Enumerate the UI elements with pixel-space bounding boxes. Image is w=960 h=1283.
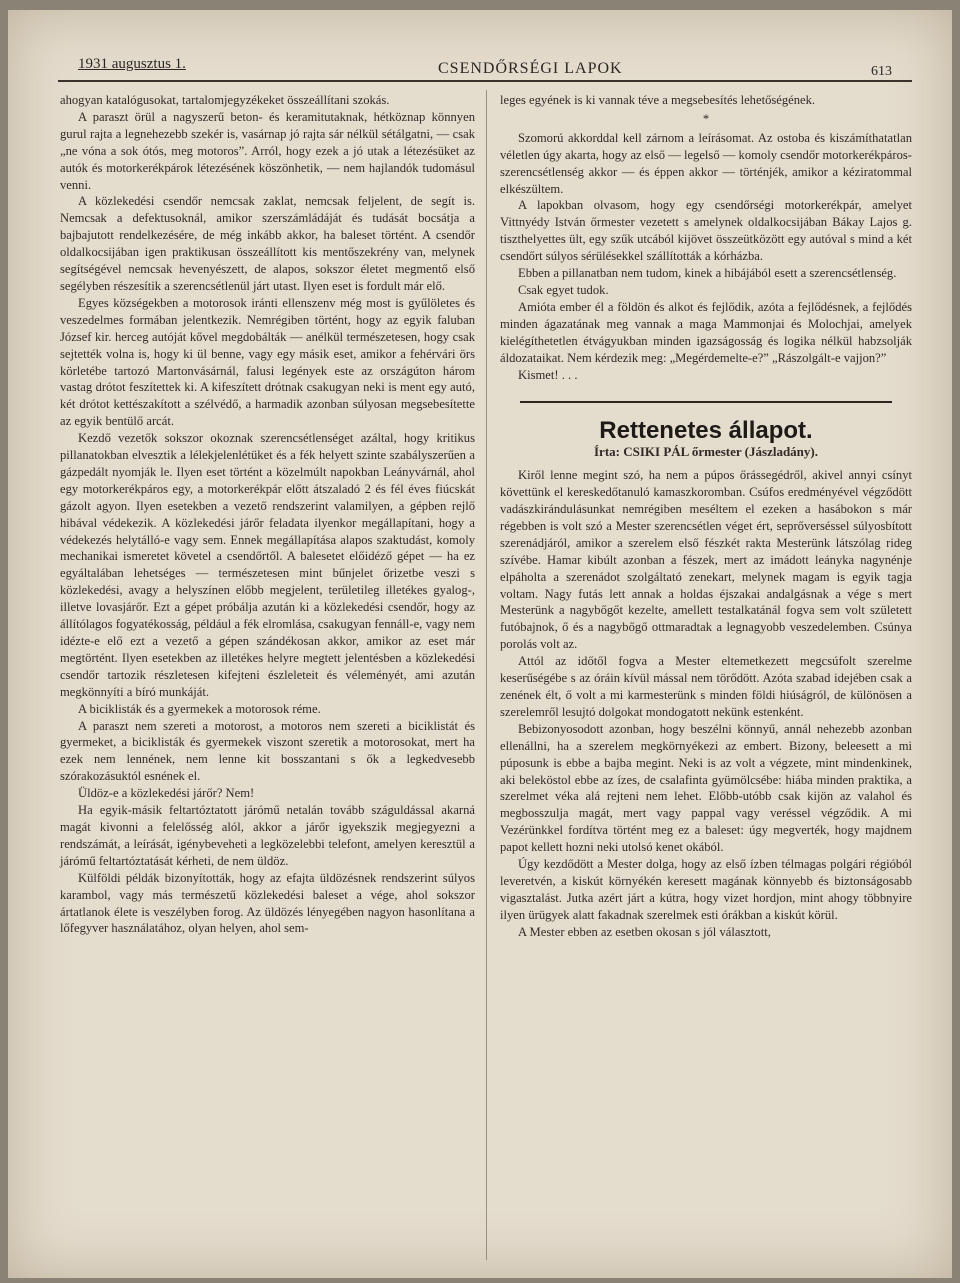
paragraph: A paraszt nem szereti a motorost, a motoros nem szereti a biciklistát és gyermeket, a biciklisták és gyermekek viszont szeretik a motorosokat, mert ha ezek nem lennének, nem lenne kit bosszantani s ők a legkedvesebb szórakozásuktól esnének el. [60,718,475,784]
paragraph: Egyes községekben a motorosok iránti ellenszenv még most is gyűlöletes és veszedelmes formában jelentkezik. Nemrégiben történt, hogy az egyik faluban József kir. herceg autóját kővel megdobálták — anélkül természetesen, hogy csak sejtették volna is, hogy ki ül benne, vagy egy másik eset, amikor a fehérvári örs körletébe tartozó Martonvásárnál, falusi legények este az országúton három vastag drótot feszítettek ki. A kifeszített drótnak csakugyan neki is ment egy autó, két drótot kettészakított a szélvédő, a harmadik azonban súlyosan megsebesítette az egyik bentülő arcát. [60,295,475,429]
paragraph: A lapokban olvasom, hogy egy csendőrségi motorkerékpár, amelyet Vittnyédy István őrmester vezetett s amelynek oldalkocsijában Bákay Lajos g. tiszthelyettes ült, egy szűk utcából kijövet összeütközött egy autóval s mind a két csendőrt súlyos sérülésekkel szállították a kórházba. [500,198,912,264]
article-title: Rettenetes állapot. [599,417,813,445]
paragraph: Csak egyet tudok. [518,282,609,297]
paragraph: Kezdő vezetők sokszor okoznak szerencsétlenséget azáltal, hogy kritikus pillanatokban elvesztik a lélekjelenlétüket és a fék helyett szinte szabályszerűen a gázpedált nyomják le. Ilyen eset történt a közelmúlt napokban Leányvárnál, ahol egy motorkerékpáros egy, a motorkerékpár előtt átszaladó 2 és fél éves fiúcskát gázolt agyon. Ilyen esetekben a vezető rendszerint valamilyen, a gépben rejlő hibával védekezik. A közlekedési járőr feladata ilyenkor megállapítani, hogy a védekezés helytálló-e vagy sem. Ennek megállapítása alapos szaktudást, komoly mechanikai ismeretet követel a csendőrtől. A balesetet előidéző gépet — ha ez egyáltalában lehetséges — természetesen mint bűnjelet őrizetbe veszi s közlekedési, avagy a helyszínen előbb megjelent, területileg illetékes gyalog-, illetve lovasjárőr. Ezt a gépet próbálja azután ki a közlekedési csendőr, hogy az állítólagos fogyatékosság, például a fék elromlása, csakugyan fennáll-e, vagy nem idézte-e elő ezt a vezető a gépen szándékosan akkor, amikor az eset már megtörtént. Ilyen esetekben az illetékes helyre megtett jelentésben a közlekedési csendőr tartozik részletesen kifejteni észleleteit és véleményét, ami azután megkönnyíti a bíró munkáját. [60,431,475,699]
page-number: 613 [871,64,892,79]
header-rule [58,80,912,82]
paragraph: ahogyan katalógusokat, tartalomjegyzékeket összeállítani szokás. [60,93,390,107]
paragraph: Kismet! . . . [518,367,578,382]
paragraph: Szomorú akkorddal kell zárnom a leírásomat. Az ostoba és kiszámíthatatlan véletlen úgy akarta, hogy az első — legelső — komoly csendőr motorkerékpáros-szerencsétlenség akkor — és éppen akkor — történjék, amikor a kéziratommal elkészültem. [500,130,912,196]
article-rule [520,401,892,403]
section-divider-star: * [702,111,710,126]
paragraph: Bebizonyosodott azonban, hogy beszélni könnyű, annál nehezebb azonban ellenállni, ha a szerelem megkörnyékezi az embert. Bizony, beleesett a mi púposunk is ebbe a bajba megint. Neki is az volt a végzete, mint mindenkinek, aki beleköstol ebbe az ízes, de csalafinta gyümölcsébe: hiába minden praktika, a szerelmet véka alá rejteni nem lehet. Előbb-utóbb csak kijön az valahol és megbosszulja magát, mert vagy pappal vagy veréssel végződik. A mi Vezérünkkel fordítva történt meg ez a baleset: úgy megverték, hogy majdnem papot kellett hozni neki utolsó kenet okából. [500,721,912,855]
paragraph: Ha egyik-másik feltartóztatott járómű netalán tovább száguldással akarná magát kivonni a felelősség alól, akkor a járőr igyekszik megjegyezni a rendszámát, a leírását, igénybeveheti a legközelebbi telefont, amelyen keresztül a járómű feltartóztatását kérheti, de nem üldöz. [60,803,475,868]
paragraph: A Mester ebben az esetben okosan s jól választott, [518,924,771,939]
publication-title: CSENDŐRSÉGI LAPOK [438,60,623,77]
paragraph: Úgy kezdődött a Mester dolga, hogy az első ízben télmagas polgári régióból leveretvén, a kiskút környékén keresett magának könnyebb és biztonságosabb vigasztalást. Jutka azért járt a kútra, hogy vizet hordjon, mint ahogy többnyire ilyen ürügyek alatt fakadnak szerelmek esti órákban a kiskút körül. [500,857,912,922]
paragraph: Ebben a pillanatban nem tudom, kinek a hibájából esett a szerencsétlenség. [518,266,897,281]
column-separator [486,90,487,1260]
paragraph: A paraszt örül a nagyszerű beton- és keramitutaknak, hétköznap könnyen gurul rajta a legnehezebb szekér is, vasárnap jó rajta sár nélkül sétálgatni, — csak „ne vóna a sok ótós, meg motoros”. Arról, hogy ezek a jó utak a létezésüket az autók és motorkerékpárok létezésének köszönhetik, — nem hajlandók tudomásul venni. [60,109,475,192]
newspaper-page [8,10,952,1278]
paragraph: Amióta ember él a földön és alkot és fejlődik, azóta a fejlődésnek, a fejlődés minden ágazatának meg vannak a maga Mammonjai és Molochjai, amelyek kielégíthetetlen étvágyukban minden igazságosság és logika nélkül habzsolják áldozataikat. Nem kérdezik meg: „Megérdemelte-e?” „Rászolgált-e vajjon?” [500,299,912,365]
paragraph: A biciklisták és a gyermekek a motorosok réme. [78,701,321,716]
paragraph: Attól az időtől fogva a Mester eltemetkezett megcsúfolt szerelme keserűségébe s az óráin kívül mással nem törődött. Azóta szabad idejében csak a zenének élt, ő volt a mi karmesterünk s minden földi hiúságról, de különösen a szerelemről lesujtó dolgokat mondogatott nekünk estenként. [500,654,912,719]
paragraph: Külföldi példák bizonyították, hogy az efajta üldözésnek rendszerint súlyos karambol, vagy más természetű közlekedési baleset a vége, ahol sokszor ártatlanok élete is veszélyben forog. Az üldözés lényegében nagyon hasonlítana a lőfegyver használatához, olyan helyen, ahol sem- [60,870,475,936]
issue-date: 1931 augusztus 1. [78,56,186,72]
left-column [60,92,475,937]
page-header [58,50,912,80]
paragraph: Kiről lenne megint szó, ha nem a púpos őrássegédről, akivel annyi csínyt követtünk el kereskedőtanuló kamaszkoromban. Csúfos eredményével végződött vadászkirándulásunkat nemrégiben meséltem el ezeken a hasábokon s már régebben is volt szó a Mester szerencsétlen véget ért, seprőverséssel súlyosbított szerenádjáról, amikor a szerelem első fészkét rakta Mesterünk látszólag rideg szívébe. Hamar kibúlt azonban a fészek, mert az imádott leányka nagynénje elpáholta a szerenádot szolgáltató zenekart, melynek magam is egyik tagja voltam. Nagy futás lett annak a holdas éjszakai andalgásnak a vége s mert Mesterünk a nagybőgőt kezelte, amellett testalkatánál fogva sem volt született futóbajnok, ő és a nagybőgő ottmaradtak a legnagyobb veszedelemben. Csúnya porolás volt az. [500,468,912,652]
right-column [500,92,912,941]
paragraph: Üldöz-e a közlekedési járőr? Nem! [78,786,255,801]
paragraph: A közlekedési csendőr nemcsak zaklat, nemcsak feljelent, de segít is. Nemcsak a defektusoknál, amikor szerszámládáját és tudását bocsátja a bajbajutott rendelkezésére, de még inkább akkor, ha baleset történt. A csendőr oldalkocsijában igen praktikusan összeállított kis mentőszekrény van, melynek segítségével nemcsak hevenyészett, de alapos, sokszor életet megmentő első segélyben részesítik a szerencsétlenül járt utast. Ilyen eset is fordult már elő. [60,194,475,293]
paragraph: leges egyének is ki vannak téve a megsebesítés lehetőségének. [500,93,816,107]
article-byline: Írta: CSIKI PÁL őrmester (Jászladány). [594,444,818,460]
